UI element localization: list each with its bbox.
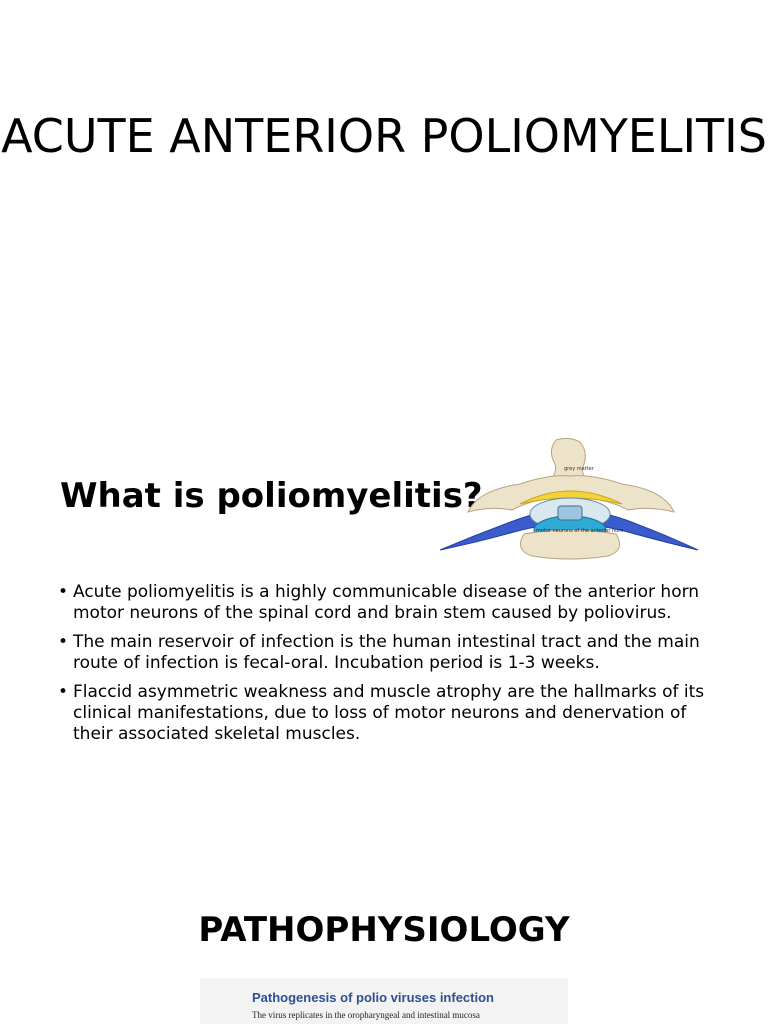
bullet-item: [58, 632, 718, 674]
slide-heading: What is poliomyelitis?: [60, 476, 483, 516]
bullet-item: [58, 682, 718, 745]
bullet-text: Acute poliomyelitis is a highly communicable disease of the anterior horn motor neurons of the spinal cord and brain stem caused by poliovirus.: [73, 582, 700, 623]
bullet-dot: •: [58, 582, 69, 602]
vertebra-cross-section-image: [438, 438, 700, 560]
figure-title: Pathogenesis of polio viruses infection: [252, 990, 494, 1005]
bullet-list: [58, 582, 718, 753]
spinal-cord-illustration: [438, 438, 700, 560]
bullet-dot: •: [58, 682, 69, 702]
content-slide: [0, 380, 768, 820]
figure-label-motor-neurons: motor neurons of the anterior horn: [536, 528, 624, 534]
bullet-text: The main reservoir of infection is the human intestinal tract and the main route of infection is fecal-oral. Incubation period is 1-3 weeks.: [73, 632, 700, 673]
pathophysiology-slide: [0, 860, 768, 1024]
slide-heading: PATHOPHYSIOLOGY: [198, 910, 570, 950]
bullet-item: [58, 582, 718, 624]
bullet-text: Flaccid asymmetric weakness and muscle atrophy are the hallmarks of its clinical manifestations, due to loss of motor neurons and denervation of their associated skeletal muscles.: [73, 682, 705, 744]
figure-label-grey-matter: grey matter: [564, 466, 594, 472]
slide-title: ACUTE ANTERIOR POLIOMYELITIS: [1, 109, 767, 163]
title-slide: [0, 0, 768, 380]
pathogenesis-figure: [200, 978, 568, 1024]
figure-subtitle: The virus replicates in the oropharyngeal and intestinal mucosa: [252, 1010, 480, 1020]
bullet-dot: •: [58, 632, 69, 652]
